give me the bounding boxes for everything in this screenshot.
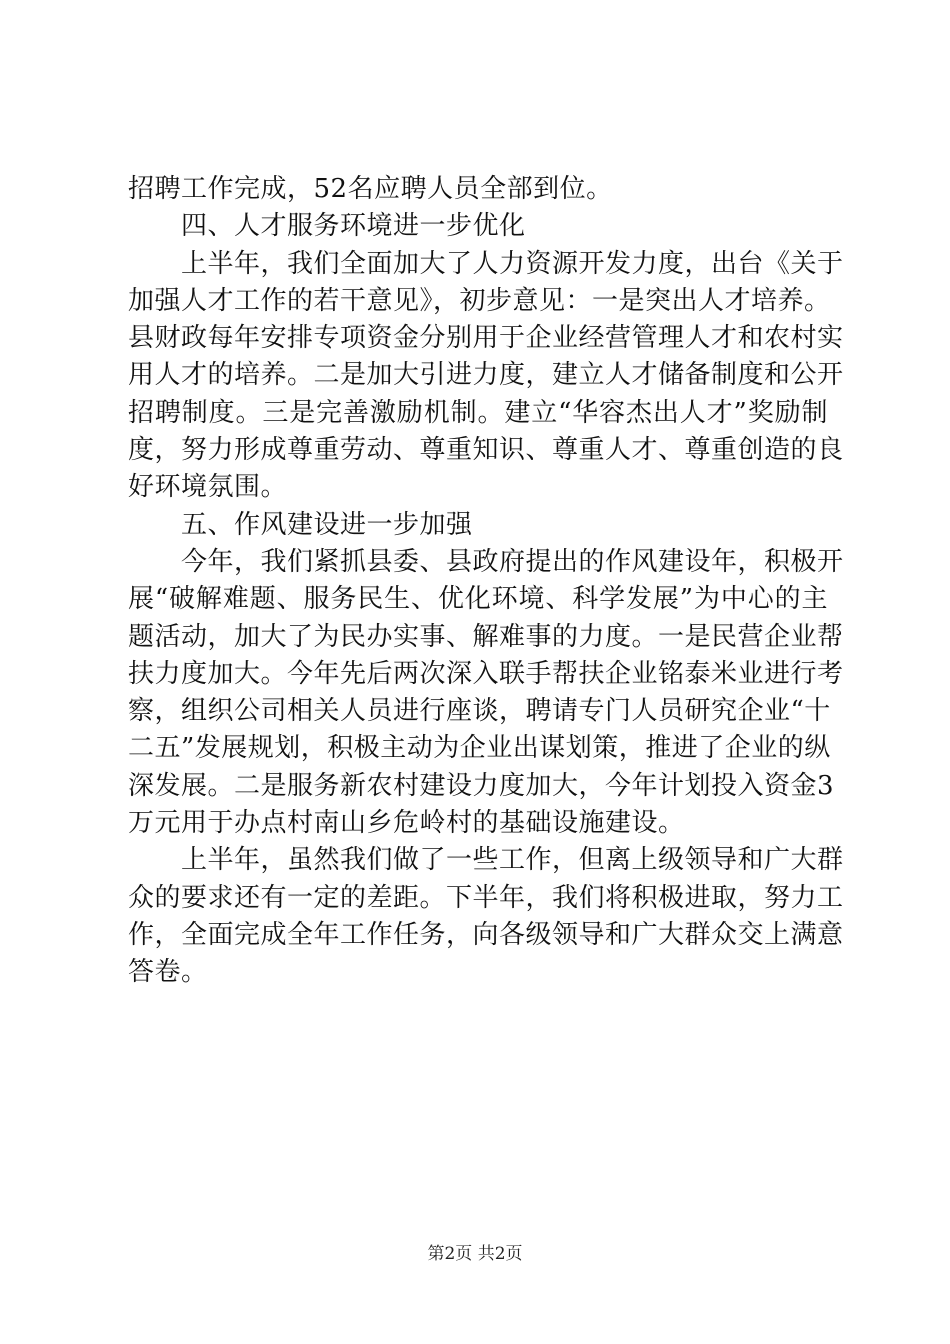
section-heading: 五、作风建设进一步加强 xyxy=(181,509,473,540)
text-line: 县财政每年安排专项资金分别用于企业经营管理人才和农村实 xyxy=(128,323,844,354)
text-line: 众的要求还有一定的差距。下半年，我们将积极进取，努力工 xyxy=(128,882,844,913)
text-line: 扶力度加大。今年先后两次深入联手帮扶企业铭泰米业进行考 xyxy=(128,658,844,689)
text-line: 上半年，我们全面加大了人力资源开发力度，出台《关于 xyxy=(181,248,844,279)
text-line: 答卷。 xyxy=(128,957,208,988)
text-line: 深发展。二是服务新农村建设力度加大，今年计划投入资金3 xyxy=(128,770,835,801)
text-line: 题活动，加大了为民办实事、解难事的力度。一是民营企业帮 xyxy=(128,621,844,652)
text-line: 好环境氛围。 xyxy=(128,472,288,503)
document-body xyxy=(128,171,844,992)
text-line: 展“破解难题、服务民生、优化环境、科学发展”为中心的主 xyxy=(128,584,828,615)
text-line: 察，组织公司相关人员进行座谈，聘请专门人员研究企业“十 xyxy=(128,696,831,727)
text-line: 二五”发展规划，积极主动为企业出谋划策，推进了企业的纵 xyxy=(128,733,831,764)
section-heading: 四、人才服务环境进一步优化 xyxy=(181,211,526,242)
text-line: 上半年，虽然我们做了一些工作，但离上级领导和广大群 xyxy=(181,845,844,876)
text-line: 作，全面完成全年工作任务，向各级领导和广大群众交上满意 xyxy=(128,919,844,950)
text-line: 度，努力形成尊重劳动、尊重知识、尊重人才、尊重创造的良 xyxy=(128,435,844,466)
text-line: 用人才的培养。二是加大引进力度，建立人才储备制度和公开 xyxy=(128,360,844,391)
text-line: 今年，我们紧抓县委、县政府提出的作风建设年，积极开 xyxy=(181,546,844,577)
text-line: 招聘工作完成，52名应聘人员全部到位。 xyxy=(128,174,613,204)
text-line: 万元用于办点村南山乡危岭村的基础设施建设。 xyxy=(128,808,685,839)
text-line: 加强人才工作的若干意见》，初步意见：一是突出人才培养。 xyxy=(128,285,831,316)
page-number-footer: 第2页 共2页 xyxy=(427,1244,523,1264)
text-line: 招聘制度。三是完善激励机制。建立“华容杰出人才”奖励制 xyxy=(128,397,828,428)
